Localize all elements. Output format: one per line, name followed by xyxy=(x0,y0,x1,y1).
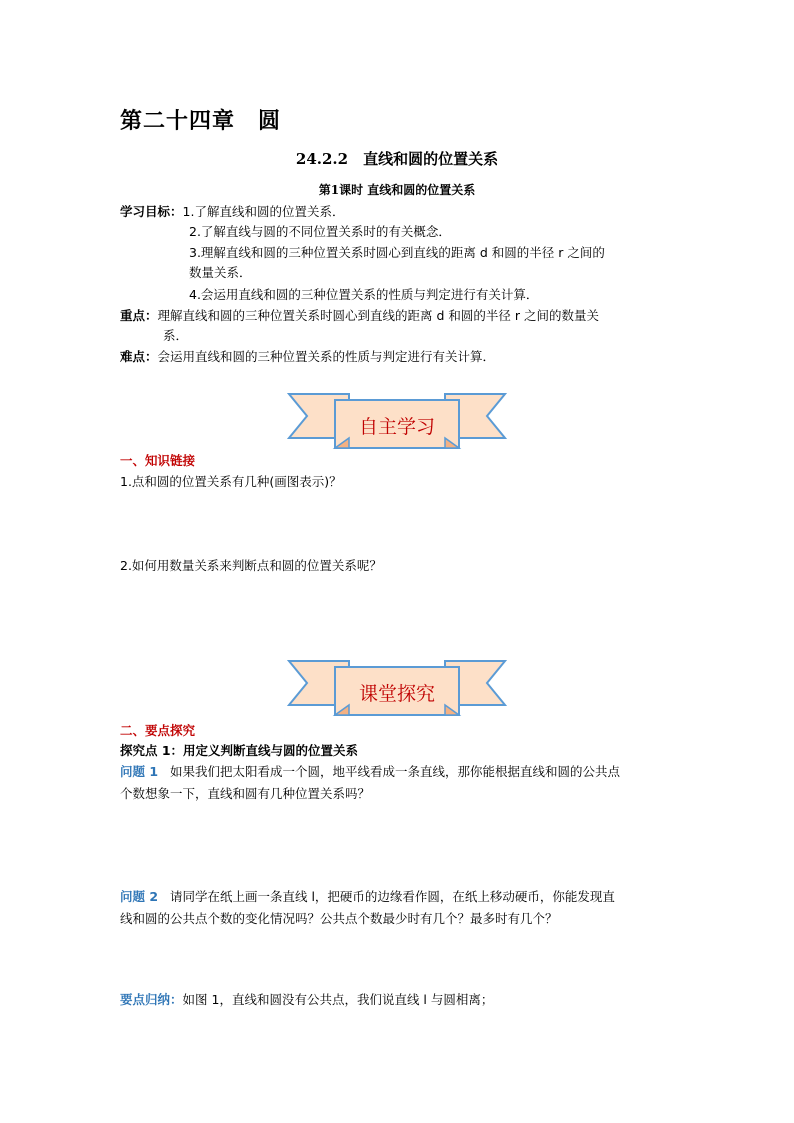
problem-2 xyxy=(120,886,680,930)
keypoint-line2: 系． xyxy=(163,328,189,343)
objective-2: 2.了解直线与圆的不同位置关系时的有关概念． xyxy=(189,224,451,239)
objective-1: 1.了解直线和圆的位置关系． xyxy=(182,204,345,219)
difficulty-label: 难点： xyxy=(120,349,158,364)
part1-question-2: 2.如何用数量关系来判断点和圆的位置关系呢？ xyxy=(120,558,382,573)
chapter-title: 第二十四章 圆 xyxy=(120,108,282,134)
key-summary-label: 要点归纳： xyxy=(120,992,183,1007)
banner-self-study-text: 自主学习 xyxy=(358,416,435,438)
problem-2-line1: 请同学在纸上画一条直线 l，把硬币的边缘看作圆，在纸上移动硬币，你能发现直 xyxy=(169,889,615,904)
part2-heading: 二、要点探究 xyxy=(120,723,196,738)
difficulty-text: 会运用直线和圆的三种位置关系的性质与判定进行有关计算． xyxy=(157,349,496,364)
problem-1 xyxy=(120,761,680,805)
keypoint-label: 重点： xyxy=(120,308,158,323)
part1-heading: 一、知识链接 xyxy=(120,453,196,468)
problem-1-label: 问题 1 xyxy=(120,764,159,779)
problem-1-line2: 个数想象一下，直线和圆有几种位置关系吗？ xyxy=(120,786,371,801)
difficulty xyxy=(120,347,495,366)
problem-1-line1: 如果我们把太阳看成一个圆，地平线看成一条直线，那你能根据直线和圆的公共点 xyxy=(169,764,620,779)
part1-question-1: 1.点和圆的位置关系有几种(画图表示)？ xyxy=(120,474,342,489)
keypoint-line1: 理解直线和圆的三种位置关系时圆心到直线的距离 d 和圆的半径 r 之间的数量关 xyxy=(157,308,599,323)
objectives xyxy=(120,202,344,221)
banner-self-study xyxy=(287,392,507,454)
banner-class-explore xyxy=(287,659,507,721)
problem-2-line2: 线和圆的公共点个数的变化情况吗？公共点个数最少时有几个？最多时有几个？ xyxy=(120,911,558,926)
objectives-label: 学习目标： xyxy=(120,204,183,219)
key-summary xyxy=(120,990,493,1009)
banner-class-explore-text: 课堂探究 xyxy=(358,683,435,705)
section-title: 24.2.2 直线和圆的位置关系 xyxy=(295,150,499,168)
keypoint xyxy=(120,306,599,325)
objective-4: 4.会运用直线和圆的三种位置关系的性质与判定进行有关计算． xyxy=(189,287,539,302)
objective-3-line1: 3.理解直线和圆的三种位置关系时圆心到直线的距离 d 和圆的半径 r 之间的 xyxy=(189,245,605,260)
explore-point-1: 探究点 1：用定义判断直线与圆的位置关系 xyxy=(120,743,359,758)
objective-3-line2: 数量关系． xyxy=(189,265,252,280)
key-summary-text: 如图 1，直线和圆没有公共点，我们说直线 l 与圆相离； xyxy=(182,992,494,1007)
lesson-title: 第1课时 直线和圆的位置关系 xyxy=(318,183,476,197)
problem-2-label: 问题 2 xyxy=(120,889,159,904)
